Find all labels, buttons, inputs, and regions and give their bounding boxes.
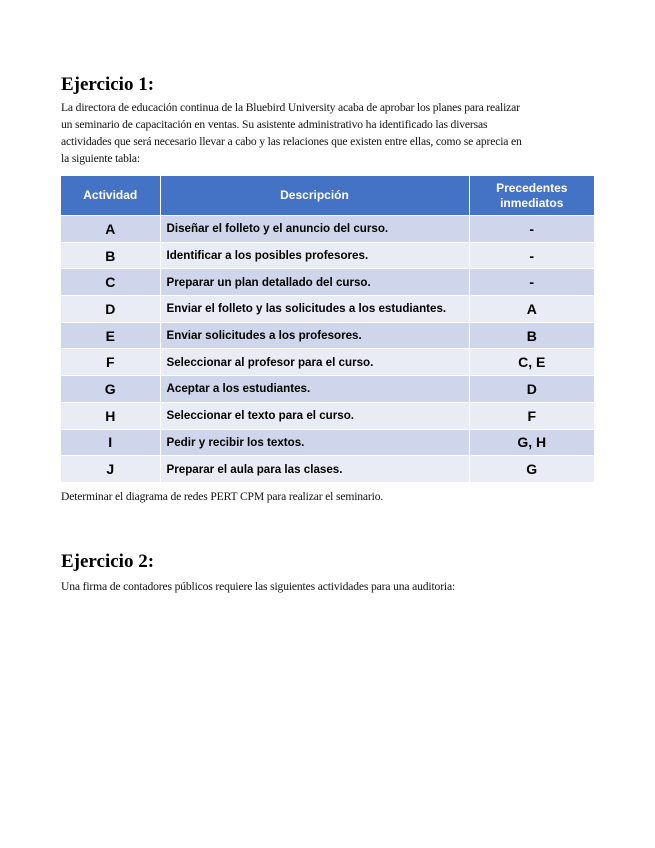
cell-description: Identificar a los posibles profesores. [160, 242, 469, 269]
instruction-text: Determinar el diagrama de redes PERT CPM para realizar el seminario. [61, 490, 384, 503]
cell-predecessors: - [469, 242, 594, 269]
cell-description: Seleccionar el texto para el curso. [160, 402, 469, 429]
cell-predecessors: A [469, 296, 594, 323]
cell-predecessors: - [469, 216, 594, 243]
cell-description: Preparar un plan detallado del curso. [160, 269, 469, 296]
exercise-2-intro-text: Una firma de contadores públicos requiere las siguientes actividades para una auditoria: [61, 580, 456, 593]
cell-description: Aceptar a los estudiantes. [160, 376, 469, 403]
table-header-row [61, 176, 594, 216]
cell-activity: J [61, 456, 160, 482]
cell-activity: G [61, 376, 160, 403]
table-row [61, 349, 594, 376]
cell-description: Preparar el aula para las clases. [160, 456, 469, 482]
cell-description: Diseñar el folleto y el anuncio del curso. [160, 216, 469, 243]
cell-predecessors: B [469, 322, 594, 349]
intro-line: actividades que será necesario llevar a cabo y las relaciones que existen entre ellas, como se aprecia en [61, 135, 522, 148]
cell-description: Seleccionar al profesor para el curso. [160, 349, 469, 376]
cell-description: Enviar solicitudes a los profesores. [160, 322, 469, 349]
header-description: Descripción [160, 176, 469, 216]
header-predecessors [469, 176, 594, 216]
exercise-1-instruction [61, 488, 601, 505]
cell-activity: H [61, 402, 160, 429]
intro-line: un seminario de capacitación en ventas. Su asistente administrativo ha identificado las diversas [61, 118, 488, 131]
exercise-1-title: Ejercicio 1: [61, 74, 155, 95]
activities-table [61, 176, 594, 482]
table-row [61, 296, 594, 323]
cell-predecessors: D [469, 376, 594, 403]
cell-predecessors: C, E [469, 349, 594, 376]
cell-activity: B [61, 242, 160, 269]
header-predecessors-line2: inmediatos [500, 195, 564, 210]
cell-activity: E [61, 322, 160, 349]
cell-activity: I [61, 429, 160, 456]
header-activity: Actividad [61, 176, 160, 216]
header-predecessors-line1: Precedentes [496, 180, 568, 195]
cell-predecessors: - [469, 269, 594, 296]
table-row [61, 242, 594, 269]
cell-description: Pedir y recibir los textos. [160, 429, 469, 456]
cell-activity: C [61, 269, 160, 296]
table-row [61, 376, 594, 403]
cell-predecessors: F [469, 402, 594, 429]
intro-line: la siguiente tabla: [61, 152, 140, 165]
table-row [61, 269, 594, 296]
exercise-2-intro [61, 578, 601, 595]
table-row [61, 322, 594, 349]
table-row [61, 429, 594, 456]
cell-predecessors: G, H [469, 429, 594, 456]
cell-activity: D [61, 296, 160, 323]
cell-description: Enviar el folleto y las solicitudes a los estudiantes. [160, 296, 469, 323]
intro-line: La directora de educación continua de la Bluebird University acaba de aprobar los planes para realizar [61, 101, 520, 114]
table-row [61, 402, 594, 429]
exercise-2-title: Ejercicio 2: [61, 551, 155, 572]
exercise-1-intro [61, 99, 601, 167]
cell-activity: A [61, 216, 160, 243]
cell-activity: F [61, 349, 160, 376]
table-row [61, 456, 594, 482]
cell-predecessors: G [469, 456, 594, 482]
table-row [61, 216, 594, 243]
